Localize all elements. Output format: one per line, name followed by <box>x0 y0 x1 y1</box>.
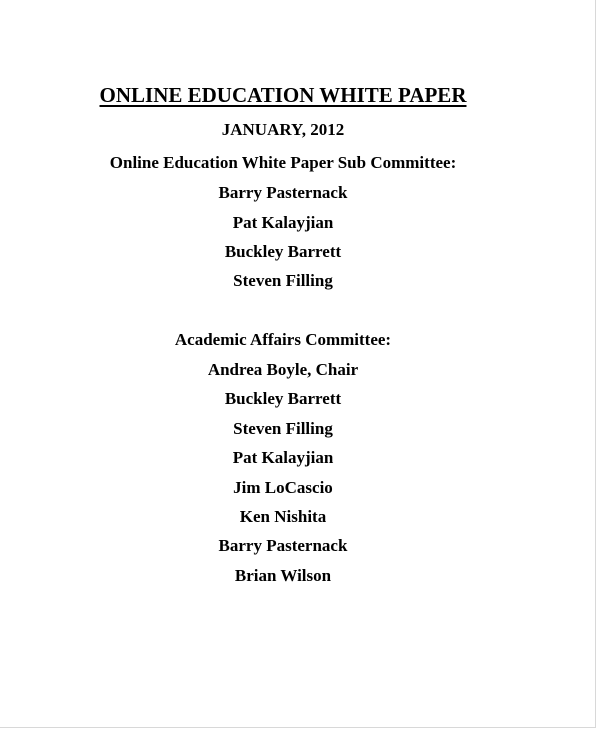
sub-committee-heading: Online Education White Paper Sub Committee: <box>109 153 457 172</box>
sub-committee-member: Pat Kalayjian <box>232 213 334 232</box>
academic-affairs-member: Buckley Barrett <box>224 389 342 408</box>
sub-committee-member: Barry Pasternack <box>218 183 348 202</box>
sub-committee-member: Steven Filling <box>233 271 333 290</box>
academic-affairs-member: Andrea Boyle, Chair <box>207 360 359 379</box>
academic-affairs-member: Ken Nishita <box>239 507 327 526</box>
academic-affairs-member: Brian Wilson <box>234 566 332 585</box>
sub-committee-member: Buckley Barrett <box>224 242 342 261</box>
document-date: JANUARY, 2012 <box>221 120 345 139</box>
document-title: ONLINE EDUCATION WHITE PAPER <box>99 83 467 107</box>
academic-affairs-member: Jim LoCascio <box>233 478 333 497</box>
academic-affairs-heading: Academic Affairs Committee: <box>174 330 392 349</box>
academic-affairs-member: Barry Pasternack <box>218 536 348 555</box>
academic-affairs-member: Steven Filling <box>233 419 333 438</box>
academic-affairs-member: Pat Kalayjian <box>232 448 334 467</box>
